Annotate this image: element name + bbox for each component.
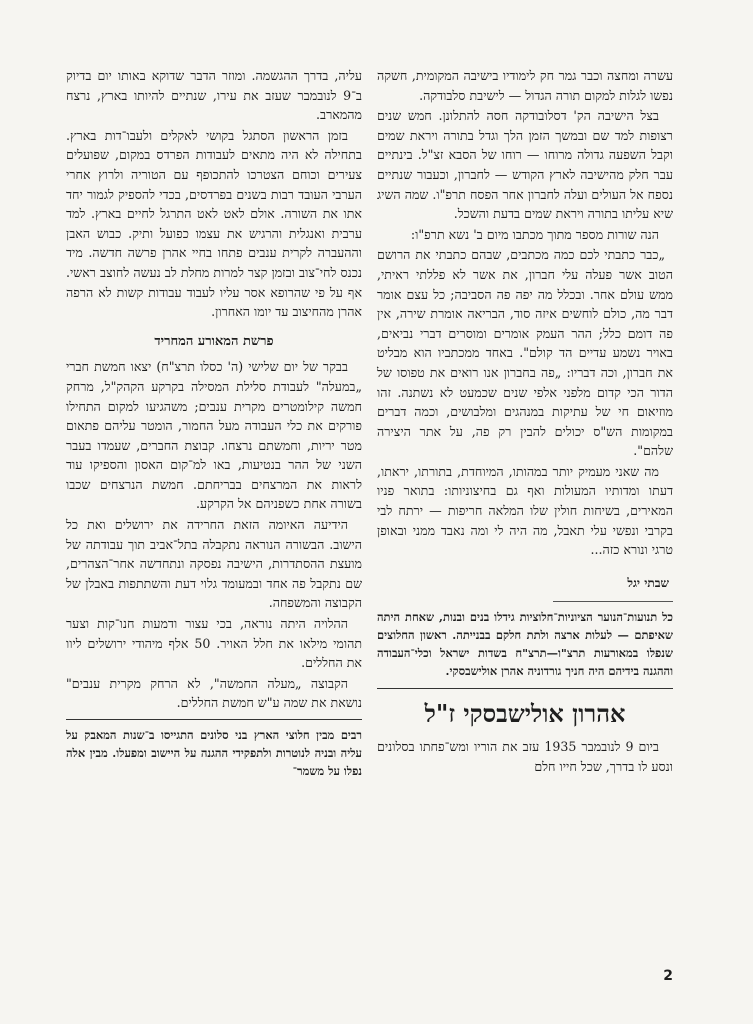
paragraph: הנה שורות מספר מתוך מכתבו מיום ב' נשא תרפ"ו:: [410, 226, 659, 242]
paragraph: ההלויה היתה נוראה, בכי עצור ודמעות חנו־קות וצער תהומי מילאו את חלל האויר. 50 אלף מיהודי ירושלים ליוו את החללים.: [66, 616, 362, 671]
article-title: אהרון אולישבסקי ז"ל: [424, 699, 626, 729]
signature-divider: [553, 601, 673, 602]
paragraph: עשרה ומחצה וכבר גמר חק לימודיו בישיבה המקומית, חשקה נפשו לגלות למקום תורה הגדול — לישיבת סלבודקה.: [377, 68, 673, 103]
section-heading: פרשת המאורע המחריד: [154, 333, 274, 349]
right-column: [377, 66, 673, 778]
paragraph: בזמן הראשון הסתגל בקושי לאקלים ולעבו־דות בארץ. בתחילה לא היה מתאים לעבודות הפרדס במקום, שפועלים צעירים וכוחם הצטרכו להתכופף עם הטוריה ולרוץ אחרי הערבי העובד רבות בשנים בפרדסים, בכדי להספיק לגמור יחד אתו את השורה. אולם לאט לאט התרגל לחיים בארץ. למד ערבית ואנגלית והרגיש את עצמו כפועל ותיק. כבוש האבן וההעברה לקרית ענבים פתחו בחיי אהרן פרשה חדשה. מיד נכנס לחי־צוב ובזמן קצר למרות מחלת לב נעשה לחוצב ראשי. אף על פי שהרופא אסר עליו לעבוד עבודות קשות לא הרפה אהרן מהחיצוב עד יומו האחרון.: [66, 127, 362, 320]
dedication-box: כל תנועות־הנוער הציוניות־חלוציות גידלו בנים ובנות, שאחת היתה שאיפתם — לעלות ארצה ולתת חלקם בבנייתה. ראשון החלוצים שנפלו במאורעות תרצ"ו—תרצ"ח בשדות ישראל וכלי־העבודה וההגנה בידיהם היה חניך גורדוניה אהרן אולישבסקי.: [377, 608, 673, 689]
paragraph: ביום 9 לנובמבר 1935 עזב את הוריו ומש־פחתו בסלונים ונסע לו בדרך, שכל חייו חלם: [377, 739, 673, 775]
left-column: [66, 66, 362, 780]
quote-paragraph: „כבר כתבתי לכם כמה מכתבים, שבהם כתבתי את הרושם הטוב אשר פעלה עלי חברון, את אשר לא פללתי ראיתי, ממש עולם אחר. ובכלל מה יפה פה הסביבה; כל עצם אומר דבר מה, כולם לוחשים איזה סוד, הבריאה אומרת שירה, אין פה דומם כלל; ההר העמק אומרים ומוסרים דברי נביאים, באויר נשמע עדיים הד קולם". באחד ממכתביו הוא מבליט את חברון, וכה דבריו: „פה בחברון אנו רואים את טפוסו של הדור הכי קדום מלפני אלפי שנים שכמעט לא נשתנה. זהו מוזיאום חי של עתיקות במנהגים ומלבושים, וכמה דברים במקומות הש"ס יכולים להבין רק פה, על אתר היצירה שלהם".: [377, 247, 673, 459]
paragraph: בבקר של יום שלישי (ה' כסלו תרצ"ח) יצאו חמשת חברי „במעלה" לעבודת סלילת המסילה בקרקע הקהק"ל, מרחק חמשה קילומטרים מקרית ענבים; משהגיעו למקום התחילו פורקים את כלי העבודה מעל החמור, הומטר עליהם פתאום מטר יריות, וחמשתם נרצחו. קבוצת החברים, שעמדו בעבר השני של ההר בנטיעות, באו למ־קום האסון והספיקו עוד לראות את המרצחים בבריחתם. חמשת הנרצחים שכבו בשורה אחת כשפניהם אל הקרקע.: [66, 359, 362, 512]
paragraph: בצל הישיבה הק' דסלובודקה חסה להתלונן. חמש שנים רצופות למד שם ובמשך הזמן הלך וגדל בתורה ויראת שמים וקבל השפעה גדולה מרוחו — רוחו של הסבא זצ"ל. בינתיים עבר חלק מהישיבה לארץ הקודש — לחברון, וכעבור שנתיים נספח אל העולים ועלה לחברון אחר הפסח תרפ"ו. שמה השיג שיא עליתו בתורה ויראת שמים בדעת והשכל.: [377, 108, 673, 222]
author-signature: שבתי יגל: [627, 575, 669, 590]
footnote: רבים מבין חלוצי הארץ בני סלונים התגייסו ב־שנות המאבק על עליה ובניה לנוטרות ולתפקידי ההגנה על היישוב ומפעלו. מבין אלה נפלו על משמר־: [66, 728, 362, 778]
paragraph: מה שאני מעמיק יותר במהותו, המיוחדת, בתורתו, יראתו, דעתו ומדותיו המעולות ואף גם בחיצוניותו: בתואר פניו המאירים, בשיחות חולין שלו המלאה חריפות — ירתח לבי בקרבי ונפשי עלי תאבל, מה היה לי ומה נאבד ממני ובאופן טרגי ונורא כזה...: [377, 463, 673, 558]
footnote-divider: [66, 719, 362, 720]
paragraph: הקבוצה „מעלה החמשה", לא הרחק מקרית ענבים" נושאת את שמה ע"ש חמשת החללים.: [66, 675, 362, 711]
paragraph: עליה, בדרך ההגשמה. ומוזר הדבר שדוקא באותו יום בדיוק ב־9 לנובמבר שעזב את עירו, שנתיים להיותו בארץ, נרצח מהמארב.: [66, 68, 362, 123]
page-number: 2: [663, 968, 673, 984]
paragraph: הידיעה האיומה הזאת החרידה את ירושלים ואת כל הישוב. הבשורה הנוראה נתקבלה בתל־אביב תוך עבודתה של מועצת ההסתדרות, הישיבה נפסקה ונתחדשה אחר־הצהרים, שם נתקבל פה אחד ובמעומד גלוי דעת והשתתפות באבלן של הקבוצה והמשפחה.: [66, 517, 362, 611]
